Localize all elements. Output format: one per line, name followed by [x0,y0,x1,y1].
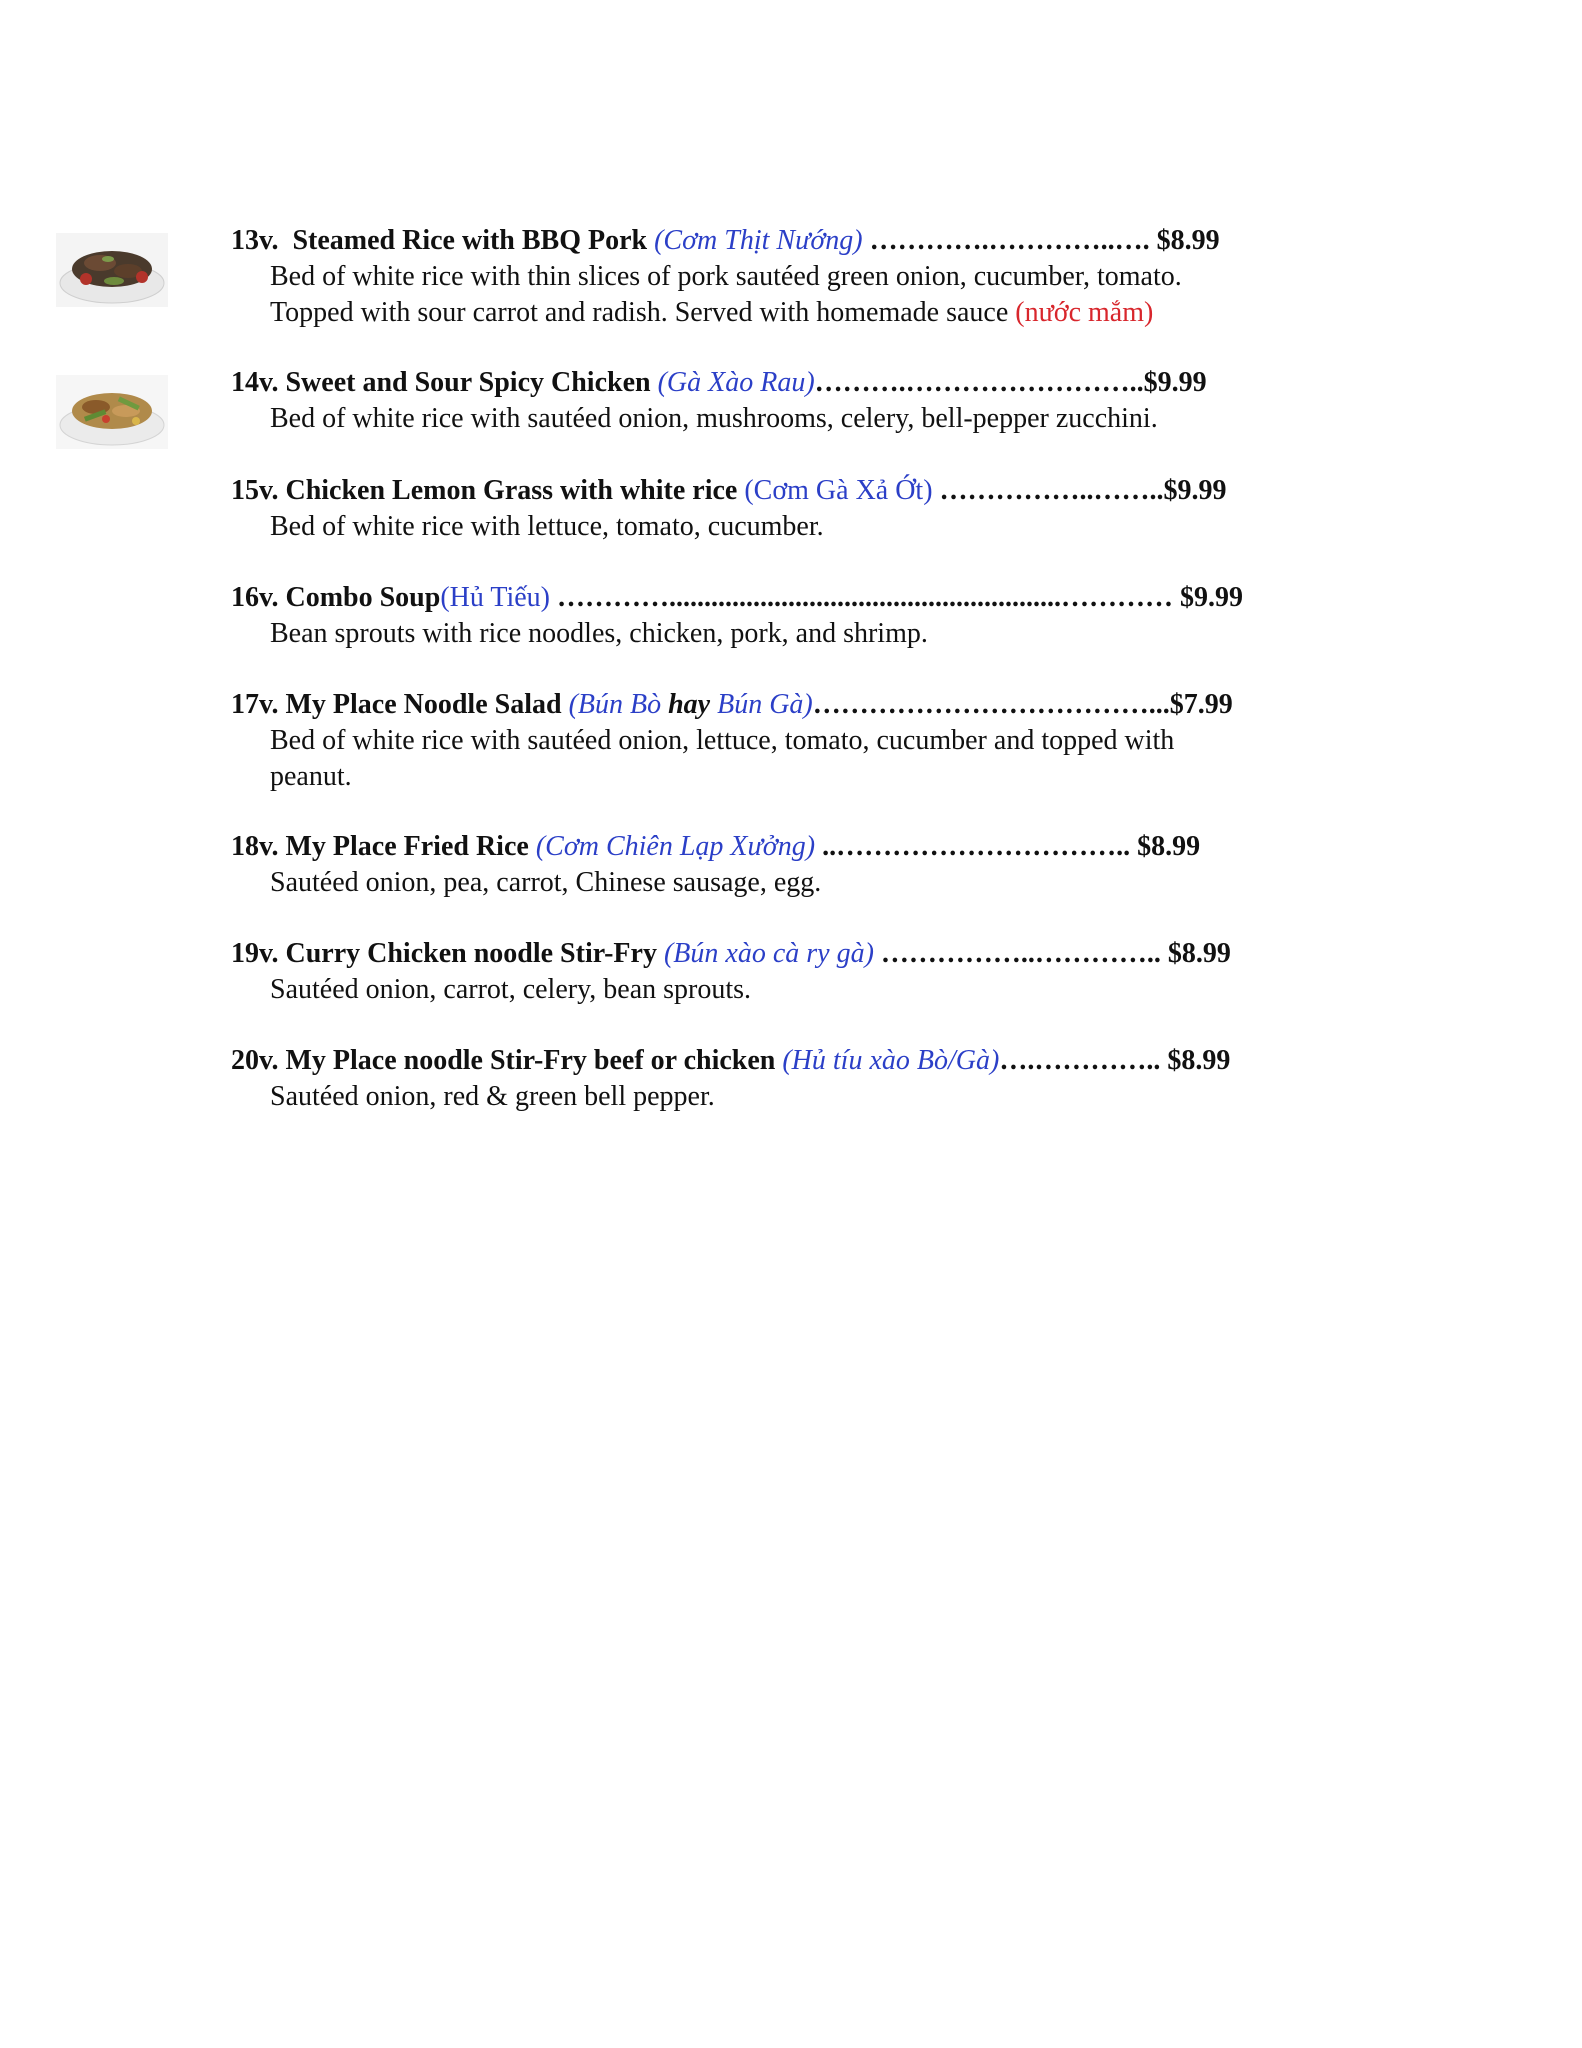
item-number: 17v. [231,689,279,720]
description-line-1: Bed of white rice with sautéed onion, lettuce, tomato, cucumber and topped with [270,725,1175,756]
item-vietnamese-name: (Hủ tíu xào Bò/Gà) [782,1045,1000,1076]
menu-item-20v [0,1043,1582,1117]
description-text: Topped with sour carrot and radish. Served with homemade sauce [270,297,1009,328]
item-title-line [231,829,1341,865]
item-title-line [231,473,1341,509]
vietnamese-beef-option: (Bún Bò [568,689,662,720]
description-line-2 [270,295,1290,331]
item-title-line [231,687,1341,723]
item-description [270,865,1290,901]
item-name: Steamed Rice with BBQ Pork [292,225,648,256]
item-title-line [231,936,1341,972]
item-number: 13v. [231,225,279,256]
vietnamese-chicken-option: Bún Gà) [717,689,813,720]
item-name: Chicken Lemon Grass with white rice [285,475,738,506]
menu-item-17v [0,687,1582,797]
item-description [270,1079,1290,1115]
item-vietnamese-name: (Cơm Chiên Lạp Xưởng) [535,831,816,862]
item-description [270,509,1290,545]
item-vietnamese-name [569,689,813,720]
menu-item-15v [0,473,1582,547]
vietnamese-joiner: hay [668,689,711,720]
leader-dots: …………........................................................………… [557,582,1174,613]
item-vietnamese-name: (Cơm Thịt Nướng) [654,225,863,256]
item-number: 15v. [231,475,279,506]
item-price: $8.99 [1167,938,1231,969]
leader-dots: ….………….. [999,1045,1161,1076]
menu-item-14v [0,365,1582,439]
item-description [270,723,1290,795]
menu-item-16v [0,580,1582,654]
leader-dots: ………….…………..…. [869,225,1150,256]
description-line-1: Bed of white rice with sautéed onion, mushrooms, celery, bell-pepper zucchini. [270,403,1158,434]
item-price: $9.99 [1180,582,1244,613]
description-line-1: Sautéed onion, pea, carrot, Chinese sausage, egg. [270,867,822,898]
item-description [270,259,1290,331]
item-title-line [231,1043,1341,1079]
item-vietnamese-name: (Hủ Tiếu) [440,582,551,613]
menu-item-18v [0,829,1582,903]
item-title-line [231,580,1341,616]
item-price: $8.99 [1156,225,1220,256]
leader-dots: ..………………………….. [822,831,1131,862]
item-vietnamese-name: (Gà Xào Rau) [657,367,815,398]
item-title-line [231,223,1341,259]
menu-item-13v [0,223,1582,333]
description-line-2: peanut. [270,761,352,792]
item-number: 14v. [231,367,279,398]
item-name: My Place Fried Rice [285,831,529,862]
leader-dots: ………………………………... [812,689,1170,720]
item-description [270,972,1290,1008]
description-line-1: Bed of white rice with thin slices of pork sautéed green onion, cucumber, tomato. [270,261,1182,292]
sauce-highlight: (nước mắm) [1015,297,1154,328]
item-price: $9.99 [1163,475,1227,506]
description-line-1: Bean sprouts with rice noodles, chicken, pork, and shrimp. [270,618,928,649]
item-description [270,401,1290,437]
item-vietnamese-name: (Bún xào cà ry gà) [663,938,874,969]
bbq-pork-rice-photo [56,233,168,307]
description-line-1: Bed of white rice with lettuce, tomato, cucumber. [270,511,824,542]
description-line-1: Sautéed onion, red & green bell pepper. [270,1081,715,1112]
item-price: $7.99 [1169,689,1233,720]
item-name: My Place Noodle Salad [285,689,562,720]
leader-dots: ……….…………………….. [814,367,1144,398]
menu-item-19v [0,936,1582,1010]
item-price: $8.99 [1137,831,1201,862]
item-name: My Place noodle Stir-Fry beef or chicken [285,1045,776,1076]
item-number: 16v. [231,582,279,613]
description-line-1: Sautéed onion, carrot, celery, bean sprouts. [270,974,752,1005]
item-number: 20v. [231,1045,279,1076]
item-price: $8.99 [1167,1045,1231,1076]
item-name: Curry Chicken noodle Stir-Fry [285,938,657,969]
item-title-line [231,365,1341,401]
item-number: 19v. [231,938,279,969]
leader-dots: ……………..…….. [939,475,1164,506]
item-name: Combo Soup [285,582,441,613]
item-price: $9.99 [1143,367,1207,398]
item-description [270,616,1290,652]
sweet-sour-chicken-photo [56,375,168,449]
item-number: 18v. [231,831,279,862]
item-vietnamese-name: (Cơm Gà Xả Ớt) [744,475,933,506]
item-name: Sweet and Sour Spicy Chicken [285,367,651,398]
leader-dots: ……………..………….. [880,938,1161,969]
